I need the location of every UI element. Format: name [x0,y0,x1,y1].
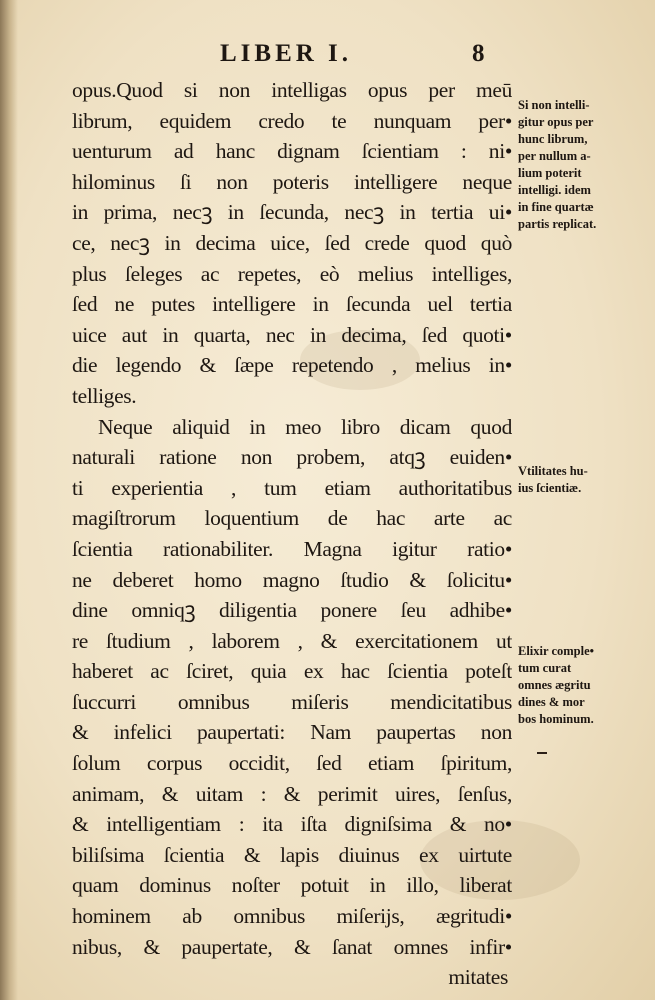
text-line: & infelici paupertati: Nam paupertas non [72,720,512,745]
binding-gutter [0,0,18,1000]
margin-note-line: Vtilitates hu- [518,464,588,478]
text-line: ne deberet homo magno ſtudio & ſolicitu• [72,567,512,592]
text-line: telliges. [72,383,137,408]
margin-note-line: omnes ægritu [518,678,591,692]
margin-note-3 [518,643,652,728]
text-line: quam dominus noſter potuit in illo, liberat [72,873,512,898]
margin-note-line: per nullum a- [518,149,591,163]
text-line: ti experientia , tum etiam authoritatibus [72,475,512,500]
text-line: hominem ab omnibus miſerijs, ægritudi• [72,904,512,929]
margin-note-line: Si non intelli- [518,98,590,112]
running-title: LIBER I. [220,40,353,67]
page-header [200,40,500,74]
margin-note-line: Elixir comple• [518,644,595,658]
text-line: plus ſeleges ac repetes, eò melius intelliges, [72,261,512,286]
margin-note-line: ius ſcientiæ. [518,481,582,495]
text-line: naturali ratione non probem, atqꝫ euiden• [72,445,512,470]
margin-note-line: tum curat [518,661,572,675]
text-line: & intelligentiam : ita iſta digniſsima & no• [72,812,512,837]
margin-dash-mark [537,752,547,754]
text-line: nibus, & paupertate, & ſanat omnes infir• [72,934,512,959]
text-line: biliſsima ſcientia & lapis diuinus ex uirtute [72,842,512,867]
paragraph-start-line: Neque aliquid in meo libro dicam quod [98,414,512,439]
margin-note-line: bos hominum. [518,712,594,726]
margin-note-line: hunc librum, [518,132,588,146]
text-line: ſcientia rationabiliter. Magna igitur ratio• [72,536,512,561]
text-line: opus.Quod si non intelligas opus per meū [72,78,512,102]
text-line: dine omniqꝫ diligentia ponere ſeu adhibe• [72,598,512,623]
margin-note-line: partis replicat. [518,217,597,231]
text-line: magiſtrorum loquentium de hac arte ac [72,506,512,531]
page-number: 8 [472,40,485,67]
margin-note-line: gitur opus per [518,115,594,129]
text-line: ſed ne putes intelligere in ſecunda uel tertia [72,292,512,317]
text-line: ce, necꝫ in decima uice, ſed crede quod quò [72,230,512,255]
margin-note-1 [518,97,652,233]
text-line: uenturum ad hanc dignam ſcientiam : ni• [72,139,512,164]
text-line: die legendo & ſæpe repetendo , melius in• [72,353,512,378]
text-line: librum, equidem credo te nunquam per• [72,108,512,133]
text-line: hilominus ſi non poteris intelligere neque [72,169,512,194]
text-line: haberet ac ſciret, quia ex hac ſcientia poteſt [72,659,512,684]
margin-note-line: lium poterit [518,166,582,180]
text-line: re ſtudium , laborem , & exercitationem ut [72,628,512,653]
text-line: animam, & uitam : & perimit uires, ſenſus, [72,781,512,806]
margin-note-line: dines & mor [518,695,585,709]
text-line: ſuccurri omnibus miſeris mendicitatibus [72,689,512,714]
margin-note-2 [518,463,652,497]
text-line: uice aut in quarta, nec in decima, ſed quoti• [72,322,512,347]
text-line: in prima, necꝫ in ſecunda, necꝫ in tertia ui• [72,200,512,225]
main-text-block [72,75,512,993]
margin-note-line: intelligi. idem [518,183,591,197]
text-line: ſolum corpus occidit, ſed etiam ſpiritum, [72,751,512,776]
margin-note-line: in fine quartæ [518,200,594,214]
catchword: mitates [448,965,508,990]
